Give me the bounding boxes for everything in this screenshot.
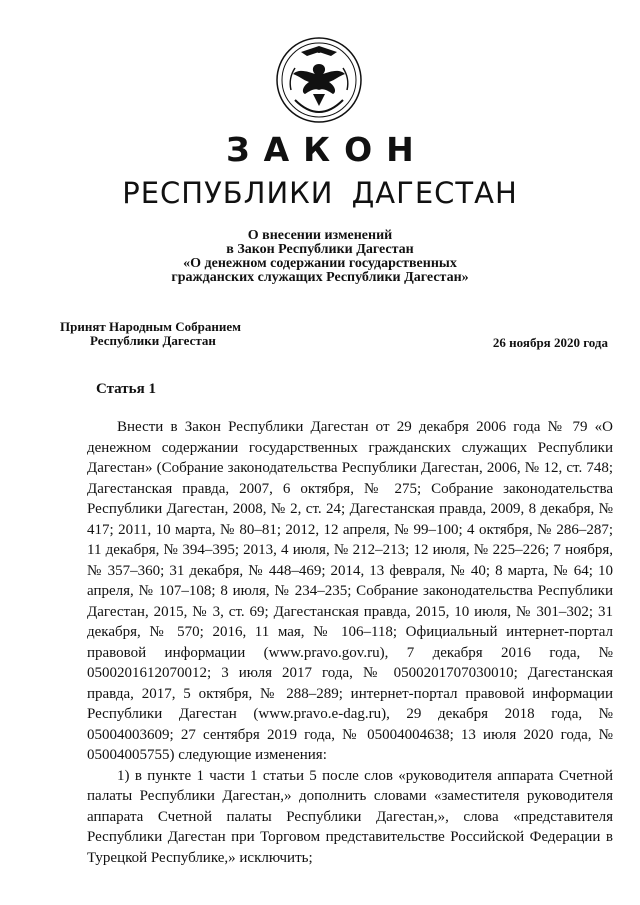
- article-body: [87, 417, 613, 868]
- adoption-date: 26 ноября 2020 года: [492, 335, 608, 350]
- document-type-title: ЗАКОН: [226, 130, 428, 169]
- subtitle-line: в Закон Республики Дагестан: [226, 242, 414, 257]
- republic-title: РЕСПУБЛИКИ ДАГЕСТАН: [122, 176, 518, 210]
- article-paragraph: Внести в Закон Республики Дагестан от 29 декабря 2006 года № 79 «О денежном содержании государственных гражданских служащих Республики Дагестан» (Собрание законодательства Республики Дагестан, 2006, № 12, ст. 748; Дагестанская правда, 2007, 6 октября, № 275; Собрание законодательства Республики Дагестан, 2008, № 2, ст. 24; Дагестанская правда, 2009, 8 декабря, № 417; 2011, 10 марта, № 80–81; 2012, 12 апреля, № 99–100; 4 октября, № 286–287; 11 декабря, № 394–395; 2013, 4 июля, № 212–213; 12 июля, № 225–226; 7 ноября, № 357–360; 31 декабря, № 448–469; 2014, 13 февраля, № 40; 8 марта, № 64; 10 апреля, № 107–108; 8 июля, № 234–235; Собрание законодательства Республики Дагестан, 2015, № 3, ст. 69; Дагестанская правда, 2015, 10 июля, № 301–302; 31 декабря, № 570; 2016, 11 мая, № 106–118; Официальный интернет-портал правовой информации (www.pravo.gov.ru), 7 декабря 2016 года, № 0500201612070012; 3 июля 2017 года, № 0500201707030010; Дагестанская правда, 2017, 5 октября, № 288–289; интернет-портал правовой информации Республики Дагестан (www.pravo.e-dag.ru), 29 декабря 2018 года, № 05004003609; 27 сентября 2019 года, № 05004004638; 13 июля 2020 года, № 05004005755) следующие изменения:: [87, 419, 613, 763]
- article-paragraph: 1) в пункте 1 части 1 статьи 5 после слов «руководителя аппарата Счетной палаты Республики Дагестан,» дополнить словами «заместителя руководителя аппарата Счетной палаты Республики Дагестан,», слова «представителя Республики Дагестан при Торговом представительстве Российской Федерации в Турецкой Республике,» исключить;: [87, 767, 613, 866]
- adoption-line: Республики Дагестан: [90, 333, 216, 348]
- subtitle-line: гражданских служащих Республики Дагестан»: [171, 270, 469, 285]
- coat-of-arms-eagle-icon: [273, 34, 365, 126]
- adoption-line: Принят Народным Собранием: [60, 319, 242, 334]
- law-subtitle: [0, 229, 640, 285]
- article-heading: Статья 1: [96, 381, 156, 397]
- subtitle-line: «О денежном содержании государственных: [183, 256, 457, 271]
- subtitle-line: О внесении изменений: [247, 228, 393, 243]
- adoption-authority: [60, 320, 241, 348]
